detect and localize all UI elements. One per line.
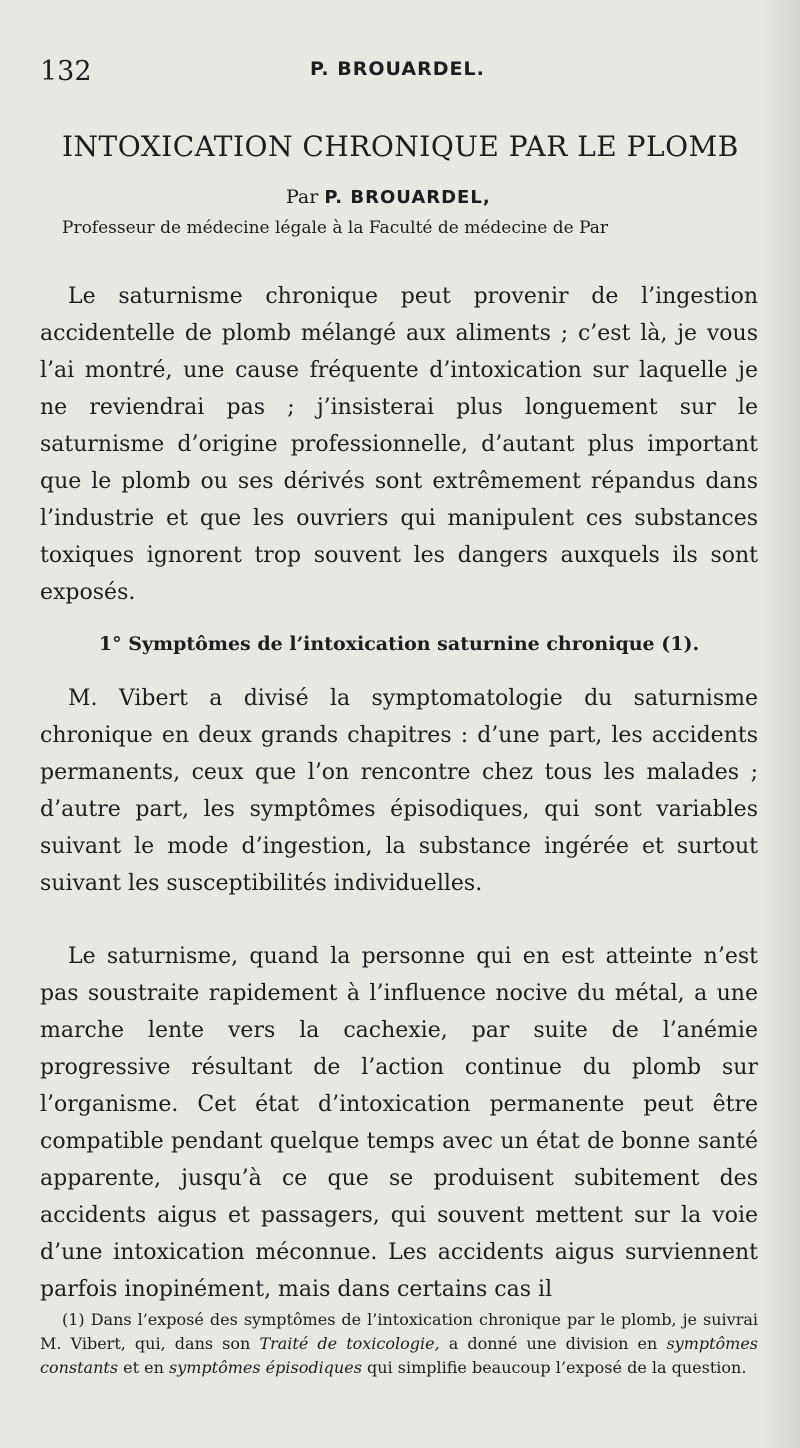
footnote-marker: (1) [62, 1310, 85, 1329]
page-edge-shadow [760, 0, 800, 1448]
byline-prefix: Par [286, 186, 319, 208]
article-title: INTOXICATION CHRONIQUE PAR LE PLOMB [62, 130, 739, 163]
byline-author: P. BROUARDEL, [324, 187, 491, 208]
footnote-term: symptômes constants [40, 1334, 759, 1377]
paragraph-intro: Le saturnisme chronique peut provenir de l’ingestion accidentelle de plomb mélangé aux aliments ; c’est là, je vous l’ai montré, une cause fréquente d’intoxication sur laquelle je ne reviendrai pas ; j’insisterai plus longuement sur le saturnisme d’origine professionnelle, d’autant plus important que le plomb ou ses dérivés sont extrêmement répandus dans l’industrie et que les ouvriers qui manipulent ces substances toxiques ignorent trop souvent les dangers auxquels ils sont exposés. [40, 284, 758, 605]
footnote-text: a donné une division en [448, 1334, 658, 1353]
author-affiliation: Professeur de médecine légale à la Faculté de médecine de Par [62, 218, 609, 238]
section-heading: 1° Symptômes de l’intoxication saturnine chronique (1). [98, 633, 700, 655]
footnote-text: Dans l’exposé des symptômes de l’intoxication chronique par le plomb, je suivrai M. Vibert, qui, dans son [40, 1310, 759, 1353]
footnote-book-title: Traité de toxicologie, [259, 1334, 440, 1353]
running-author: P. BROUARDEL. [310, 58, 485, 80]
footnote-text: et en [123, 1358, 164, 1377]
footnote-term: symptômes épisodiques [168, 1358, 362, 1377]
paragraph-vibert: M. Vibert a divisé la symptomatologie du saturnisme chronique en deux grands chapitres : d’une part, les accidents permanents, ceux que l’on rencontre chez tous les malades ; d’autre part, les symptômes épisodiques, qui sont variables suivant le mode d’ingestion, la substance ingérée et surtout suivant les susceptibilités individuelles. [40, 686, 758, 896]
paragraph-marche: Le saturnisme, quand la personne qui en est atteinte n’est pas soustraite rapidement à l’influence nocive du métal, a une marche lente vers la cachexie, par suite de l’anémie progressive résultant de l’action continue du plomb sur l’organisme. Cet état d’intoxication permanente peut être compatible pendant quelque temps avec un état de bonne santé apparente, jusqu’à ce que se produisent subitement des accidents aigus et passagers, qui souvent mettent sur la voie d’une intoxication méconnue. Les accidents aigus surviennent parfois inopinément, mais dans certains cas il [40, 944, 758, 1302]
byline [286, 186, 491, 208]
footnote [40, 1308, 758, 1380]
footnote-text: qui simplifie beaucoup l’exposé de la question. [367, 1358, 747, 1377]
page-number: 132 [40, 56, 92, 87]
running-head [40, 56, 760, 96]
